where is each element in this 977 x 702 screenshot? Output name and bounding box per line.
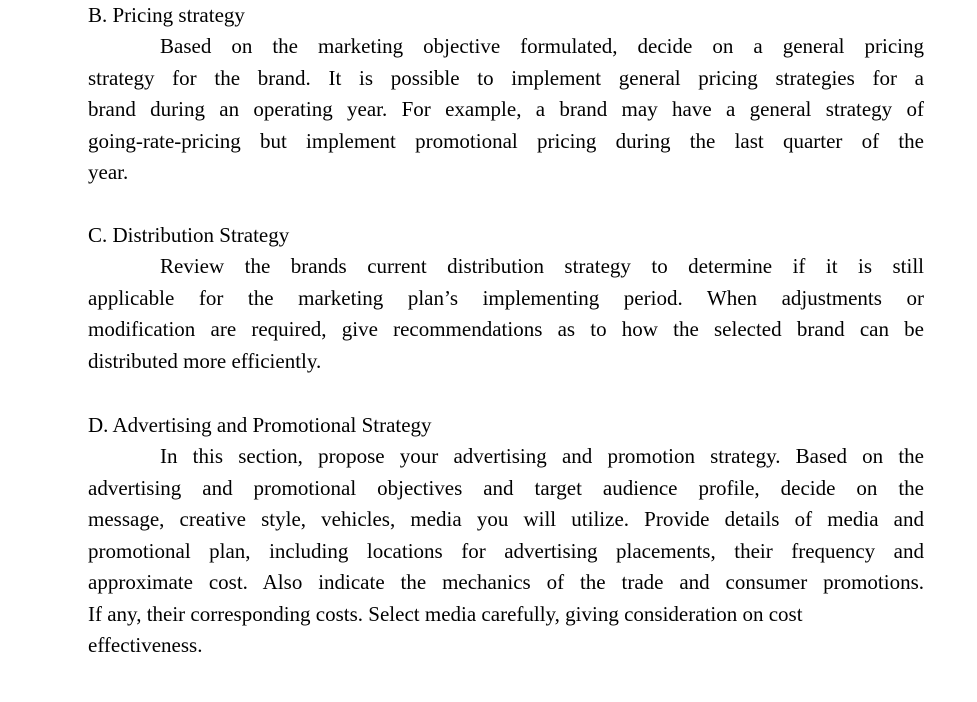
section-heading: C. Distribution Strategy bbox=[88, 223, 290, 247]
paragraph-line: advertising and promotional objectives and target audience profile, decide on the bbox=[88, 475, 924, 500]
paragraph-line: approximate cost. Also indicate the mechanics of the trade and consumer promotions. bbox=[88, 570, 924, 594]
paragraph-line: modification are required, give recommendations as to how the selected brand can be bbox=[88, 317, 924, 341]
paragraph-line: distributed more efficiently. bbox=[88, 348, 322, 373]
paragraph-line: Based on the marketing objective formulated, decide on a general pricing bbox=[160, 34, 924, 58]
paragraph-line: applicable for the marketing plan’s implementing period. When adjustments or bbox=[88, 285, 924, 310]
paragraph-line: going-rate-pricing but implement promotional pricing during the last quarter of the bbox=[88, 128, 924, 153]
paragraph-line: In this section, propose your advertising and promotion strategy. Based on the bbox=[160, 444, 924, 468]
section-heading: D. Advertising and Promotional Strategy bbox=[88, 413, 432, 437]
section-pricing-strategy bbox=[88, 0, 924, 189]
paragraph-line: effectiveness. bbox=[88, 633, 203, 657]
section-advertising-promotional-strategy bbox=[88, 410, 924, 662]
section-distribution-strategy bbox=[88, 220, 924, 377]
paragraph-line: Review the brands current distribution strategy to determine if it is still bbox=[160, 254, 924, 278]
section-paragraph bbox=[88, 441, 924, 662]
section-paragraph bbox=[88, 31, 924, 189]
paragraph-line: promotional plan, including locations for advertising placements, their frequency and bbox=[88, 538, 924, 563]
paragraph-line: brand during an operating year. For example, a brand may have a general strategy of bbox=[88, 97, 924, 121]
section-heading: B. Pricing strategy bbox=[88, 3, 245, 27]
paragraph-line: message, creative style, vehicles, media you will utilize. Provide details of media and bbox=[88, 507, 924, 531]
paragraph-line: year. bbox=[88, 160, 129, 184]
paragraph-line: If any, their corresponding costs. Select media carefully, giving consideration on cost bbox=[88, 601, 803, 626]
section-paragraph bbox=[88, 251, 924, 377]
paragraph-line: strategy for the brand. It is possible to implement general pricing strategies for a bbox=[88, 65, 924, 90]
